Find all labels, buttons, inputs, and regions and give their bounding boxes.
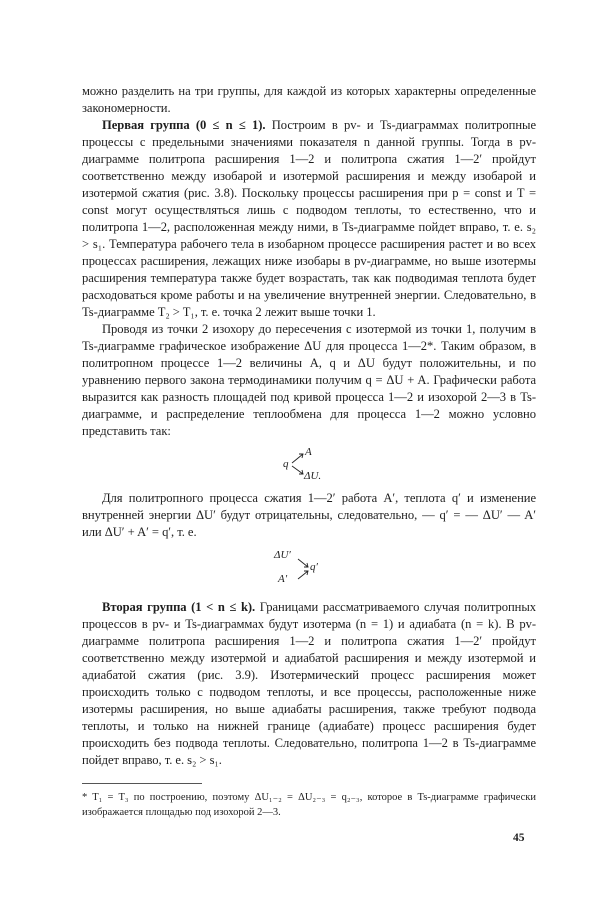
compression-paragraph: Для политропного процесса сжатия 1—2′ работа A′, теплота q′ и изменение внутренней энергии ΔU′ будут отрицательны, следовательно, — q′ = — ΔU′ — A′ или ΔU′ + A′ = q′, т. е. bbox=[82, 491, 536, 539]
page-number: 45 bbox=[513, 832, 525, 844]
text-block-middle bbox=[82, 490, 536, 541]
group1-heading: Первая группа (0 ≤ n ≤ 1). bbox=[102, 118, 266, 132]
group2-body: Границами рассматриваемого случая политропных процессов в pv- и Ts-диаграммах будут изотерма (n = 1) и адиабата (n = k). В pv-диаграмме политропа расширения 1—2 и политропа сжатия 1—2′ пройдут соответственно между изотермой и адиабатой расширения и между изотермой и адиабатой сжатия (рис. 3.9). Изотермический процесс расширения может происходить только с подводом теплоты, и все процессы, расположенные ниже изотермы расширения, но выше адиабаты расширения, также требуют подвода теплоты, и только на нижней границе (адиабате) процесс расширения будет происходить без подвода теплоты. Следовательно, политропа 1—2 в Ts-диаграмме пойдет вправо, т. е. s₂ > s₁. bbox=[82, 600, 536, 767]
diagram1-du-label: ΔU. bbox=[304, 470, 322, 482]
diagram2-q-label: q′ bbox=[310, 561, 318, 573]
footnote-divider bbox=[82, 783, 202, 784]
diagram1-q-label: q bbox=[283, 458, 289, 470]
diagram2-du-label: ΔU′ bbox=[274, 549, 291, 561]
footnote bbox=[82, 790, 536, 820]
footnote-text: * T₁ = T₃ по построению, поэтому ΔU₁₋₂ = ΔU₂₋₃ = q₂₋₃, которое в Ts-диаграмме графически изображается площадью под изохорой 2—3. bbox=[82, 792, 536, 818]
group2-paragraph bbox=[82, 599, 536, 769]
diagram2-a-label: A′ bbox=[278, 573, 288, 585]
compression-heat-diagram bbox=[274, 549, 334, 587]
group1-body: Построим в pv- и Ts-диаграммах политропные процессы с предельными значениями показателя n данной группы. Тогда в pv-диаграмме политропа расширения 1—2 и политропа сжатия 1—2′ пройдут соответственно между изобарой и изотермой расширения и между изобарой и изотермой сжатия (рис. 3.8). Поскольку процессы расширения при p = const и T = const могут осуществляться лишь с подводом теплоты, то естественно, что и политропа 1—2, расположенная между ними, в Ts-диаграмме пойдет вправо, т. е. s₂ > s₁. Температура рабочего тела в изобарном процессе расширения растет и во всех процессах расширения, лежащих ниже изобары в pv-диаграмме, но выше изотермы расширения температура также будет возрастать, так как подводимая теплота будет расходоваться кроме работы и на увеличение внутренней энергии. Следовательно, в Ts-диаграмме T₂ > T₁, т. е. точка 2 лежит выше точки 1. bbox=[82, 118, 537, 319]
text-block-top bbox=[82, 83, 536, 440]
diagram1-a-label: A bbox=[305, 446, 312, 458]
group1-paragraph bbox=[82, 117, 536, 321]
text-block-bottom bbox=[82, 599, 536, 769]
heat-split-diagram bbox=[283, 446, 333, 482]
group2-heading: Вторая группа (1 < n ≤ k). bbox=[102, 600, 256, 614]
intro-paragraph: можно разделить на три группы, для каждой из которых характерны определенные закономерности. bbox=[82, 84, 536, 115]
delta-u-paragraph: Проводя из точки 2 изохору до пересечения с изотермой из точки 1, получим в Ts-диаграмме графическое изображение ΔU для процесса 1—2*. Таким образом, в политропном процессе 1—2 величины A, q и ΔU будут положительны, и по уравнению первого закона термодинамики получим q = ΔU + A. Графически работа выразится как разность площадей под кривой процесса 1—2 и изохорой 2—3 в Ts-диаграмме, и распределение теплообмена для процесса 1—2 можно условно представить так: bbox=[82, 322, 536, 438]
